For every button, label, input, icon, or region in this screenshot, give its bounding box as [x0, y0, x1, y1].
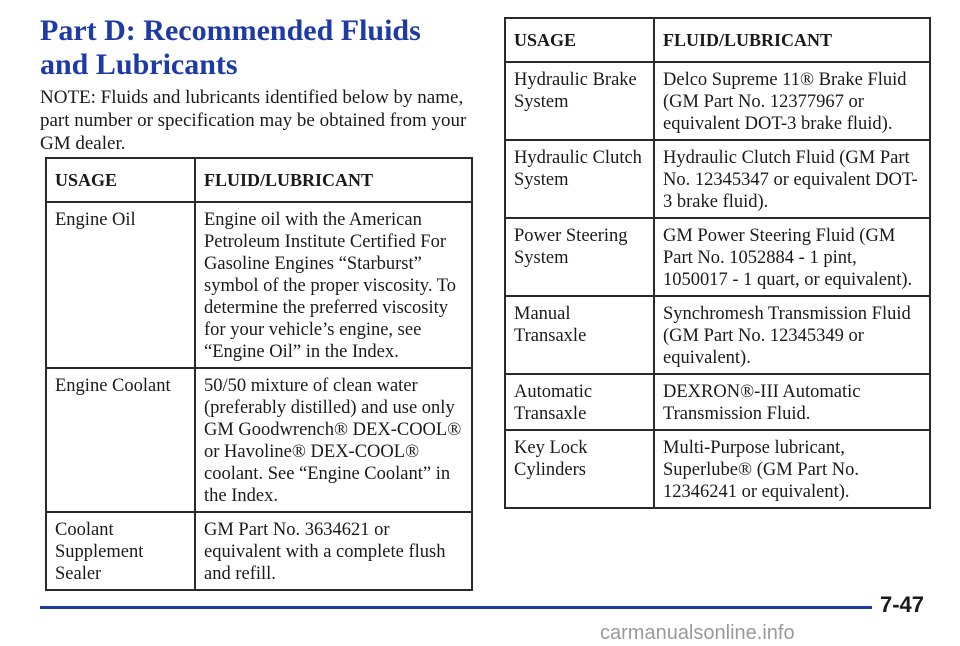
fluid-cell: Hydraulic Clutch Fluid (GM Part No. 12345347 or equivalent DOT-3 brake fluid). [654, 140, 930, 218]
fluid-cell: Multi-Purpose lubricant, Superlube® (GM Part No. 12346241 or equivalent). [654, 430, 930, 508]
table-row [505, 62, 930, 140]
table-row [46, 368, 472, 512]
fluids-table-left [45, 157, 473, 591]
usage-cell: Key Lock Cylinders [505, 430, 654, 508]
note-text: NOTE: Fluids and lubricants identified below by name, part number or specification may be obtained from your GM dealer. [40, 87, 467, 154]
fluid-cell: GM Power Steering Fluid (GM Part No. 1052884 - 1 pint, 1050017 - 1 quart, or equivalent). [654, 218, 930, 296]
fluid-cell: GM Part No. 3634621 or equivalent with a complete flush and refill. [195, 512, 472, 590]
table-header-row [46, 158, 472, 202]
fluid-cell: 50/50 mixture of clean water (preferably distilled) and use only GM Goodwrench® DEX-COOL® or Havoline® DEX-COOL® coolant. See “Engine Coolant” in the Index. [195, 368, 472, 512]
table-row [505, 296, 930, 374]
watermark: carmanualsonline.info [600, 622, 795, 644]
table-row [505, 140, 930, 218]
fluid-cell: Synchromesh Transmission Fluid (GM Part No. 12345349 or equivalent). [654, 296, 930, 374]
footer-rule [40, 606, 872, 609]
fluid-column-header: FLUID/LUBRICANT [654, 18, 930, 62]
usage-column-header: USAGE [505, 18, 654, 62]
usage-cell: Hydraulic Clutch System [505, 140, 654, 218]
fluid-cell: DEXRON®-III Automatic Transmission Fluid. [654, 374, 930, 430]
table-row [505, 430, 930, 508]
usage-cell: Automatic Transaxle [505, 374, 654, 430]
table-row [505, 374, 930, 430]
usage-cell: Engine Coolant [46, 368, 195, 512]
fluids-table-right [504, 17, 931, 509]
table-row [46, 512, 472, 590]
table-header-row [505, 18, 930, 62]
fluid-cell: Engine oil with the American Petroleum Institute Certified For Gasoline Engines “Starburst” symbol of the proper viscosity. To determine the preferred viscosity for your vehicle’s engine, see “Engine Oil” in the Index. [195, 202, 472, 368]
table-row [505, 218, 930, 296]
usage-cell: Hydraulic Brake System [505, 62, 654, 140]
page-title: Part D: Recommended Fluids and Lubricants [40, 14, 421, 81]
fluid-cell: Delco Supreme 11® Brake Fluid (GM Part No. 12377967 or equivalent DOT-3 brake fluid). [654, 62, 930, 140]
usage-column-header: USAGE [46, 158, 195, 202]
page-number: 7-47 [880, 592, 925, 617]
usage-cell: Manual Transaxle [505, 296, 654, 374]
table-row [46, 202, 472, 368]
usage-cell: Coolant Supplement Sealer [46, 512, 195, 590]
usage-cell: Power Steering System [505, 218, 654, 296]
fluid-column-header: FLUID/LUBRICANT [195, 158, 472, 202]
usage-cell: Engine Oil [46, 202, 195, 368]
